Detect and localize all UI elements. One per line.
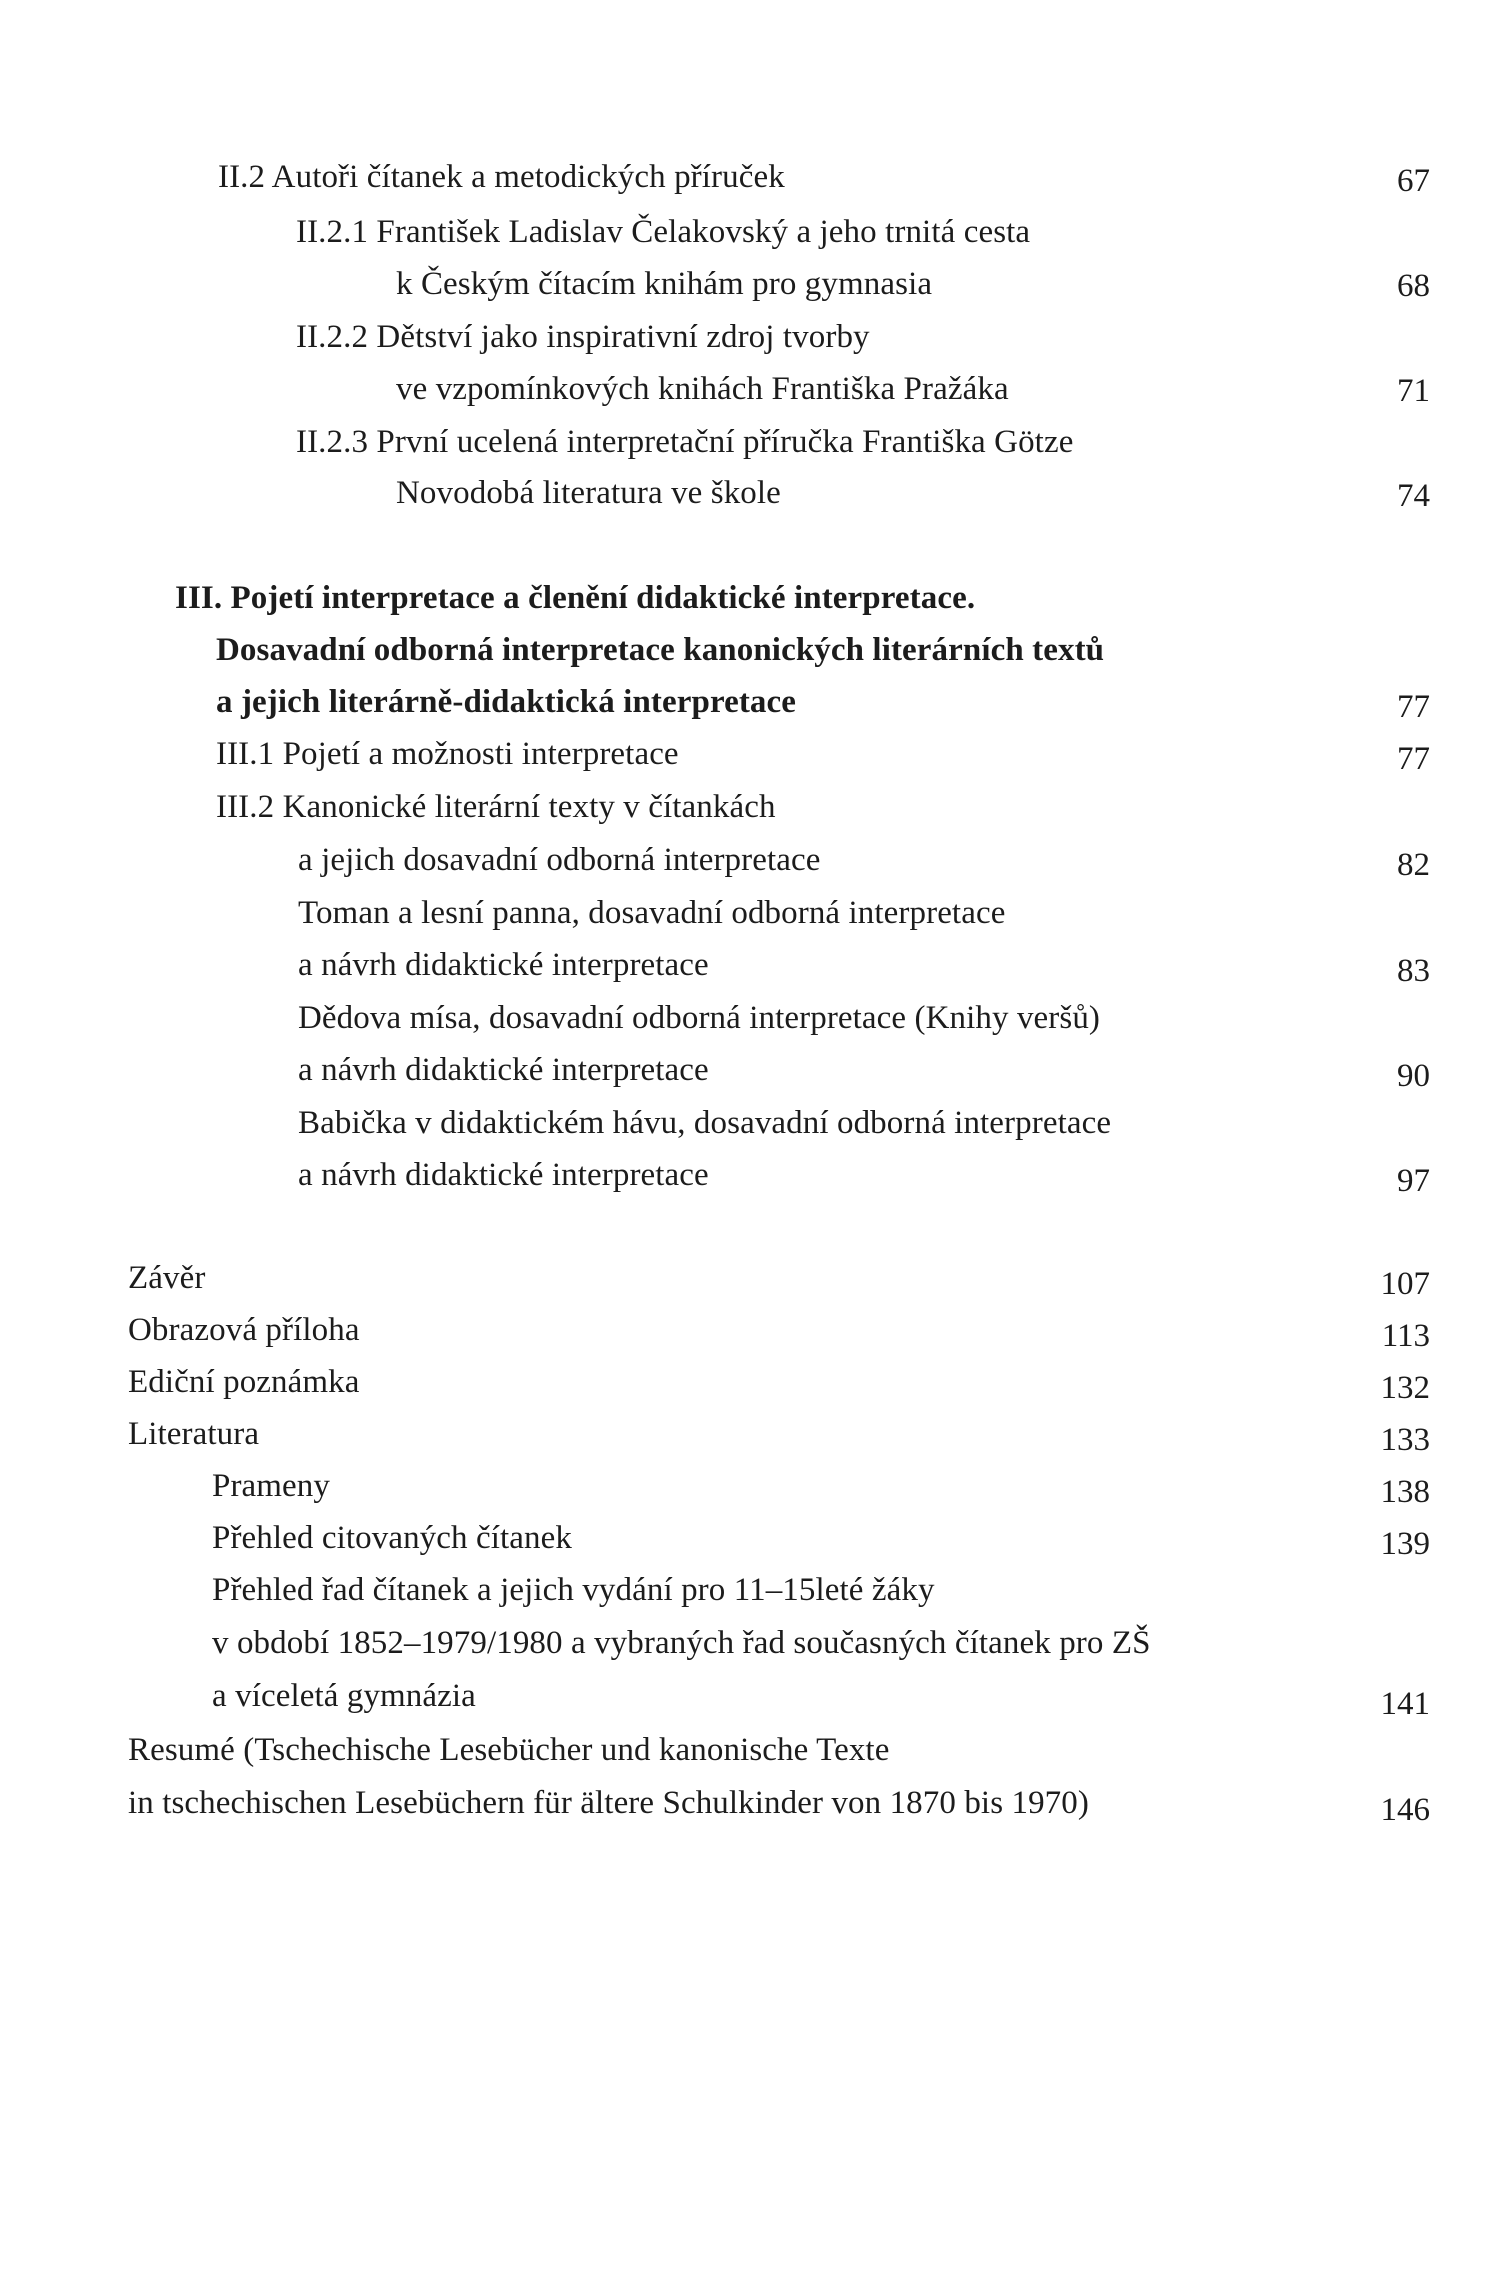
toc-entry-ii-2-3-cont: Novodobá literatura ve škole [396,475,781,511]
toc-page-number: 97 [1397,1163,1430,1199]
toc-page-number: 139 [1380,1526,1430,1562]
toc-page-number: 67 [1397,163,1430,199]
toc-entry-ii-2: II.2 Autoři čítanek a metodických příruček [218,159,785,195]
toc-page-number: 77 [1397,689,1430,725]
toc-entry-obrazova-priloha: Obrazová příloha [128,1312,360,1348]
toc-entry-zaver: Závěr [128,1260,206,1296]
toc-entry-prehled-rad-cont-2: a víceletá gymnázia [212,1678,476,1714]
toc-entry-edicni-poznamka: Ediční poznámka [128,1364,360,1400]
toc-entry-resume: Resumé (Tschechische Lesebücher und kanonische Texte [128,1732,890,1768]
toc-page-number: 107 [1380,1266,1430,1302]
toc-entry-babicka-cont: a návrh didaktické interpretace [298,1157,709,1193]
toc-page-number: 71 [1397,373,1430,409]
toc-page-number: 138 [1380,1474,1430,1510]
toc-entry-dedova-misa: Dědova mísa, dosavadní odborná interpretace (Knihy veršů) [298,1000,1101,1036]
toc-entry-dedova-misa-cont: a návrh didaktické interpretace [298,1052,709,1088]
toc-page-number: 68 [1397,268,1430,304]
toc-page-number: 146 [1380,1792,1430,1828]
toc-entry-resume-cont: in tschechischen Lesebüchern für ältere Schulkinder von 1870 bis 1970) [128,1785,1089,1821]
toc-page-number: 82 [1397,847,1430,883]
toc-entry-toman-cont: a návrh didaktické interpretace [298,947,709,983]
toc-entry-ii-2-2: II.2.2 Dětství jako inspirativní zdroj tvorby [296,319,870,355]
toc-page-number: 113 [1381,1318,1430,1354]
toc-page-number: 133 [1380,1422,1430,1458]
toc-entry-iii-2: III.2 Kanonické literární texty v čítankách [216,789,776,825]
toc-entry-iii-cont-1: Dosavadní odborná interpretace kanonických literárních textů [216,632,1105,668]
toc-entry-prehled-rad-cont-1: v období 1852–1979/1980 a vybraných řad současných čítanek pro ZŠ [212,1625,1151,1661]
toc-entry-literatura: Literatura [128,1416,260,1452]
toc-entry-iii-2-cont: a jejich dosavadní odborná interpretace [298,842,821,878]
toc-entry-prameny: Prameny [212,1468,331,1504]
toc-entry-ii-2-1: II.2.1 František Ladislav Čelakovský a jeho trnitá cesta [296,214,1031,250]
toc-page-number: 90 [1397,1058,1430,1094]
toc-page-number: 77 [1397,741,1430,777]
toc-page-number: 132 [1380,1370,1430,1406]
toc-page-number: 83 [1397,953,1430,989]
toc-page-number: 74 [1397,478,1430,514]
toc-entry-babicka: Babička v didaktickém hávu, dosavadní odborná interpretace [298,1105,1112,1141]
toc-entry-prehled-rad: Přehled řad čítanek a jejich vydání pro 11–15leté žáky [212,1572,935,1608]
toc-entry-iii-cont-2: a jejich literárně-didaktická interpretace [216,684,797,720]
toc-entry-iii-1: III.1 Pojetí a možnosti interpretace [216,736,679,772]
toc-entry-ii-2-1-cont: k Českým čítacím knihám pro gymnasia [396,266,933,302]
toc-entry-iii: III. Pojetí interpretace a členění didaktické interpretace. [175,580,976,616]
toc-entry-toman: Toman a lesní panna, dosavadní odborná interpretace [298,895,1006,931]
toc-entry-prehled-citovanych: Přehled citovaných čítanek [212,1520,572,1556]
toc-page-number: 141 [1380,1686,1430,1722]
toc-entry-ii-2-2-cont: ve vzpomínkových knihách Františka Pražáka [396,371,1009,407]
toc-entry-ii-2-3: II.2.3 První ucelená interpretační příručka Františka Götze [296,424,1074,460]
